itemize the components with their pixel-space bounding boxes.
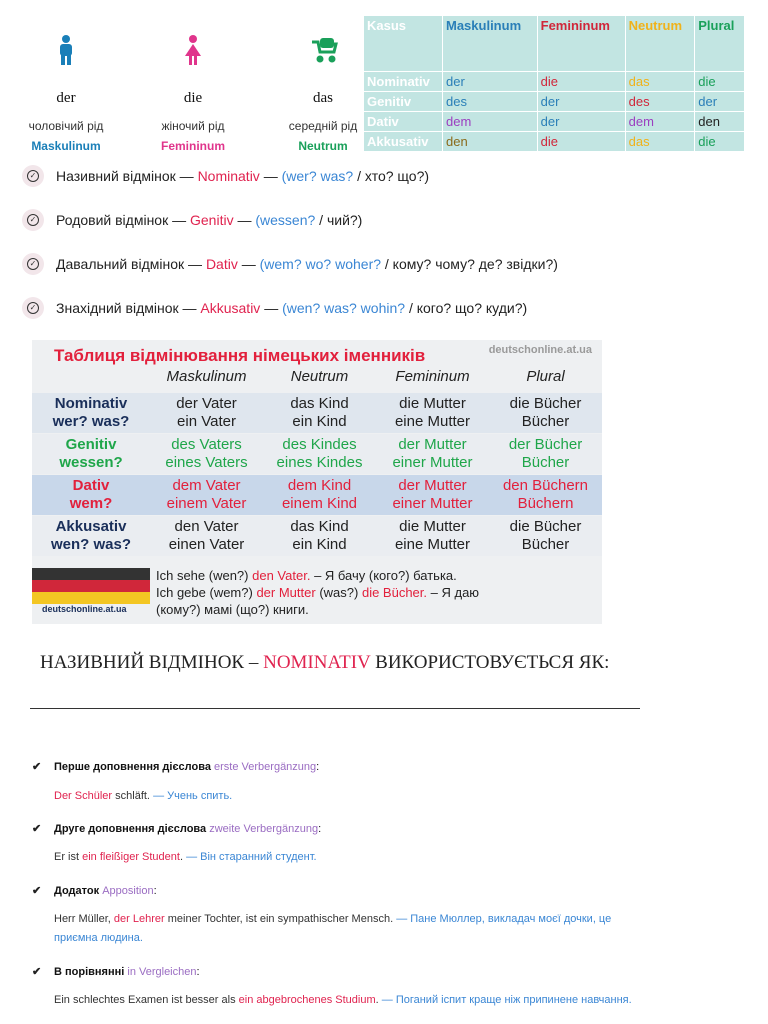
gender-feminine	[133, 30, 253, 153]
checkmark-icon: ✔	[32, 885, 42, 897]
table-cell: die	[695, 72, 745, 92]
table-cell: die	[537, 72, 625, 92]
section-heading: НАЗИВНИЙ ВІДМІНОК – NOMINATIV ВИКОРИСТОВУЄТЬСЯ ЯК:	[40, 652, 610, 673]
table-cell: der	[695, 92, 745, 112]
declension-header-row	[32, 368, 602, 390]
table-cell: der	[537, 92, 625, 112]
declension-row-akkusativ: Akkusativ wen? was? den Vater einen Vater das Kind ein Kind die Mutter eine Mutter die Bücher Bücher	[32, 516, 602, 556]
brand-watermark: deutschonline.at.ua	[488, 344, 592, 356]
check-circle-icon: ✓	[22, 297, 44, 319]
case-item-akkusativ: ✓ Знахідний відмінок — Akkusativ — (wen? was? wohin? / кого? що? куди?)	[22, 297, 527, 319]
table-cell: des	[625, 92, 695, 112]
table-cell: die	[537, 132, 625, 152]
case-item-nominativ: ✓ Називний відмінок — Nominativ — (wer? was? / хто? що?)	[22, 165, 429, 187]
case-item-genitiv: ✓ Родовий відмінок — Genitiv — (wessen? / чий?)	[22, 209, 362, 231]
gender-masculine	[6, 30, 126, 153]
case-label: Dativ	[364, 112, 443, 132]
header-plural: Plural	[526, 368, 565, 385]
usage-item: ✔ В порівнянні in Vergleichen :	[32, 965, 200, 978]
gender-ua-label: жіночий рід	[161, 119, 225, 133]
case-label: Akkusativ	[364, 132, 443, 152]
case-label: Nominativ	[364, 72, 443, 92]
table-cell: dem	[443, 112, 538, 132]
case-item-dativ: ✓ Давальний відмінок — Dativ — (wem? wo? woher? / кому? чому? де? звідки?)	[22, 253, 558, 275]
usage-example: Er ist ein fleißiger Student. — Він старанний студент.	[54, 851, 317, 863]
check-circle-icon: ✓	[22, 165, 44, 187]
divider	[30, 708, 640, 709]
header-neutrum: Neutrum	[625, 16, 695, 72]
article-der: der	[56, 90, 76, 106]
header-femininum: Femininum	[537, 16, 625, 72]
header-plural: Plural	[695, 16, 745, 72]
example-line: Ich gebe (wem?) der Mutter (was?) die Bücher. – Я даю	[156, 585, 480, 600]
check-circle-icon: ✓	[22, 209, 44, 231]
table-cell: dem	[625, 112, 695, 132]
table-cell: der	[537, 112, 625, 132]
table-cell: den	[443, 132, 538, 152]
declension-row-nominativ: Nominativ wer? was? der Vater ein Vater das Kind ein Kind die Mutter eine Mutter die Bücher Bücher	[32, 393, 602, 433]
flag-logo-text: deutschonline.at.ua	[42, 604, 127, 614]
table-cell: des	[443, 92, 538, 112]
example-line: (кому?) мамі (що?) книги.	[156, 602, 309, 617]
usage-example: Herr Müller, der Lehrer meiner Tochter, ist ein sympathischer Mensch. — Пане Мюллер, викладач моєї дочки, це приємна людина.	[54, 913, 612, 944]
gender-ua-label: середній рід	[288, 119, 358, 133]
article-case-table	[363, 15, 745, 152]
declension-title: Таблиця відмінювання німецьких іменників	[54, 346, 426, 365]
table-cell: das	[625, 72, 695, 92]
declension-row-dativ: Dativ wem? dem Vater einem Vater dem Kind einem Kind der Mutter einer Mutter den Büchern Büchern	[32, 475, 602, 515]
article-die: die	[183, 90, 203, 106]
check-circle-icon: ✓	[22, 253, 44, 275]
gender-overview	[0, 30, 365, 160]
gender-de-label: Femininum	[160, 139, 225, 153]
gender-ua-label: чоловічий рід	[28, 119, 104, 133]
usage-item: ✔ Перше доповнення дієслова erste Verbergänzung :	[32, 760, 320, 773]
header-maskulinum: Maskulinum	[166, 368, 247, 385]
gender-de-label: Maskulinum	[31, 139, 101, 153]
checkmark-icon: ✔	[32, 823, 42, 835]
table-cell: den	[695, 112, 745, 132]
female-person-icon	[133, 30, 253, 70]
usage-example: Der Schüler schläft. — Учень спить.	[54, 790, 233, 802]
checkmark-icon: ✔	[32, 966, 42, 978]
checkmark-icon: ✔	[32, 761, 42, 773]
table-cell: das	[625, 132, 695, 152]
usage-item: ✔ Додаток Apposition :	[32, 884, 157, 897]
article-das: das	[313, 90, 333, 106]
header-femininum: Femininum	[395, 368, 470, 385]
gender-de-label: Neutrum	[298, 139, 348, 153]
usage-item: ✔ Друге доповнення дієслова zweite Verbergänzung :	[32, 822, 322, 835]
male-person-icon	[6, 30, 126, 70]
case-label: Genitiv	[364, 92, 443, 112]
header-neutrum: Neutrum	[290, 368, 349, 385]
table-cell: der	[443, 72, 538, 92]
header-kasus: Kasus	[364, 16, 443, 72]
noun-declension-table	[32, 340, 602, 624]
usage-example: Ein schlechtes Examen ist besser als ein abgebrochenes Studium. — Поганий іспит краще ніж припинене навчання.	[54, 994, 632, 1006]
table-cell: die	[695, 132, 745, 152]
declension-row-genitiv: Genitiv wessen? des Vaters eines Vaters des Kindes eines Kindes der Mutter einer Mutter der Bücher Bücher	[32, 434, 602, 474]
example-line: Ich sehe (wen?) den Vater. – Я бачу (кого?) батька.	[156, 568, 457, 583]
header-maskulinum: Maskulinum	[443, 16, 538, 72]
